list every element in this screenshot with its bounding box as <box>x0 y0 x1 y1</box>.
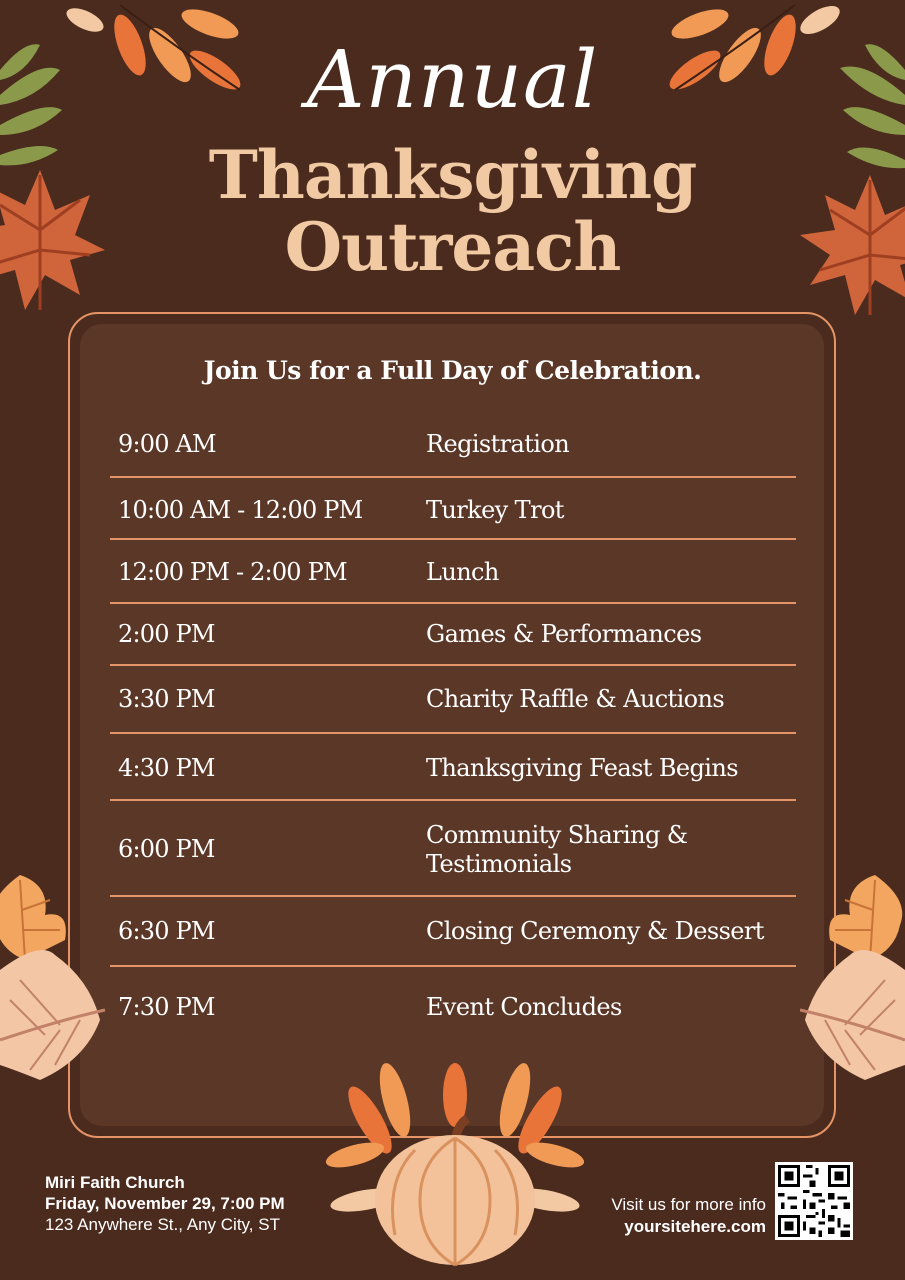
schedule-time: 6:00 PM <box>118 835 215 863</box>
pumpkin-icon <box>325 1060 585 1280</box>
row-divider <box>110 538 796 540</box>
row-divider <box>110 965 796 967</box>
schedule-time: 4:30 PM <box>118 754 215 782</box>
schedule-heading: Join Us for a Full Day of Celebration. <box>203 356 702 385</box>
website-link[interactable]: yoursitehere.com <box>624 1217 766 1236</box>
schedule-time: 3:30 PM <box>118 685 215 713</box>
schedule-time: 6:30 PM <box>118 917 215 945</box>
schedule-time: 9:00 AM <box>118 430 216 458</box>
schedule-activity: Event Concludes <box>426 993 622 1021</box>
event-details <box>45 1172 285 1235</box>
title-line-2: Outreach <box>284 208 621 286</box>
row-divider <box>110 732 796 734</box>
schedule-activity: Turkey Trot <box>426 496 564 524</box>
schedule-activity: Charity Raffle & Auctions <box>426 685 725 713</box>
row-divider <box>110 895 796 897</box>
schedule-activity: Closing Ceremony & Dessert <box>426 917 764 945</box>
oak-leaf-icon <box>800 870 905 1130</box>
row-divider <box>110 664 796 666</box>
oak-leaf-icon <box>0 870 120 1130</box>
schedule-activity: Registration <box>426 430 570 458</box>
row-divider <box>110 476 796 478</box>
title-line-1: Thanksgiving <box>208 136 697 214</box>
event-date: Friday, November 29, 7:00 PM <box>45 1194 285 1213</box>
title-script: Annual <box>306 33 599 126</box>
schedule-activity: Games & Performances <box>426 620 702 648</box>
schedule-activity: Lunch <box>426 558 499 586</box>
visit-label: Visit us for more info <box>611 1195 766 1214</box>
schedule-time: 12:00 PM - 2:00 PM <box>118 558 347 586</box>
schedule-time: 2:00 PM <box>118 620 215 648</box>
schedule-activity: Community Sharing & Testimonials <box>426 821 688 878</box>
row-divider <box>110 602 796 604</box>
organizer-name: Miri Faith Church <box>45 1173 185 1192</box>
website-info <box>611 1194 766 1238</box>
row-divider <box>110 799 796 801</box>
schedule-time: 10:00 AM - 12:00 PM <box>118 496 363 524</box>
qr-code-icon[interactable] <box>775 1162 853 1240</box>
schedule-time: 7:30 PM <box>118 993 215 1021</box>
event-address: 123 Anywhere St., Any City, ST <box>45 1215 280 1234</box>
schedule-activity: Thanksgiving Feast Begins <box>426 754 738 782</box>
